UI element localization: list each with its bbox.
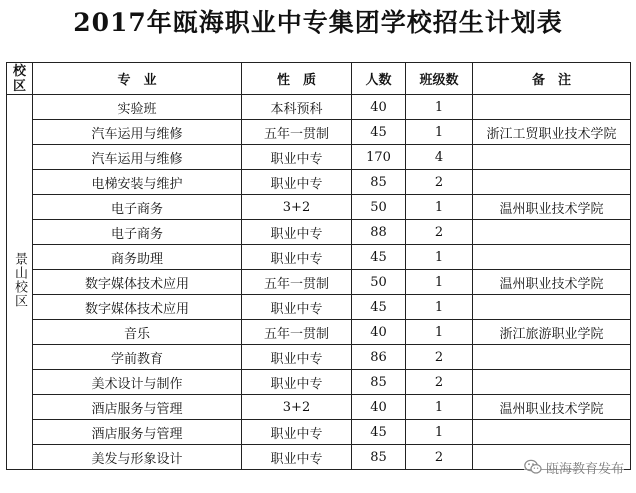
header-remark: 备 注 — [473, 63, 631, 95]
cell-major: 电梯安装与维护 — [33, 170, 242, 195]
cell-count: 86 — [352, 345, 406, 370]
cell-remark: 温州职业技术学院 — [473, 395, 631, 420]
cell-nature: 职业中专 — [242, 420, 352, 445]
cell-remark — [473, 420, 631, 445]
cell-remark — [473, 370, 631, 395]
table-header-row — [7, 63, 631, 95]
cell-major: 数字媒体技术应用 — [33, 295, 242, 320]
table-row — [7, 345, 631, 370]
cell-remark — [473, 345, 631, 370]
table-row — [7, 395, 631, 420]
cell-major: 美发与形象设计 — [33, 445, 242, 470]
cell-remark: 浙江工贸职业技术学院 — [473, 120, 631, 145]
table-row — [7, 145, 631, 170]
cell-classes: 1 — [406, 270, 473, 295]
table-row — [7, 220, 631, 245]
table-row — [7, 95, 631, 120]
cell-major: 学前教育 — [33, 345, 242, 370]
campus-name: 景山校区 — [12, 252, 27, 308]
cell-count: 50 — [352, 195, 406, 220]
cell-nature: 职业中专 — [242, 445, 352, 470]
cell-classes: 1 — [406, 195, 473, 220]
cell-classes: 1 — [406, 120, 473, 145]
cell-classes: 2 — [406, 170, 473, 195]
cell-nature: 五年一贯制 — [242, 270, 352, 295]
cell-count: 45 — [352, 420, 406, 445]
cell-nature: 五年一贯制 — [242, 120, 352, 145]
table-row — [7, 370, 631, 395]
cell-major: 实验班 — [33, 95, 242, 120]
cell-remark — [473, 170, 631, 195]
table-row — [7, 195, 631, 220]
source-watermark — [524, 456, 624, 478]
cell-classes: 1 — [406, 295, 473, 320]
cell-remark — [473, 245, 631, 270]
page-title: 2017年瓯海职业中专集团学校招生计划表 — [73, 8, 563, 37]
cell-nature: 本科预科 — [242, 95, 352, 120]
cell-classes: 2 — [406, 220, 473, 245]
table-row — [7, 270, 631, 295]
cell-count: 50 — [352, 270, 406, 295]
cell-nature: 职业中专 — [242, 170, 352, 195]
cell-nature: 职业中专 — [242, 245, 352, 270]
cell-classes: 1 — [406, 395, 473, 420]
table-row — [7, 170, 631, 195]
cell-major: 商务助理 — [33, 245, 242, 270]
campus-cell — [7, 95, 33, 470]
cell-nature: 3+2 — [242, 395, 352, 420]
cell-remark: 温州职业技术学院 — [473, 195, 631, 220]
cell-major: 数字媒体技术应用 — [33, 270, 242, 295]
header-classes: 班级数 — [406, 63, 473, 95]
header-count: 人数 — [352, 63, 406, 95]
cell-count: 45 — [352, 120, 406, 145]
cell-major: 电子商务 — [33, 220, 242, 245]
cell-nature: 职业中专 — [242, 345, 352, 370]
header-campus: 校区 — [7, 63, 33, 95]
cell-count: 40 — [352, 320, 406, 345]
cell-count: 40 — [352, 395, 406, 420]
cell-classes: 1 — [406, 420, 473, 445]
table-row — [7, 245, 631, 270]
cell-classes: 2 — [406, 445, 473, 470]
cell-classes: 1 — [406, 95, 473, 120]
enrollment-table — [6, 62, 631, 470]
cell-classes: 2 — [406, 345, 473, 370]
cell-remark: 温州职业技术学院 — [473, 270, 631, 295]
cell-major: 美术设计与制作 — [33, 370, 242, 395]
cell-classes: 1 — [406, 320, 473, 345]
cell-nature: 3+2 — [242, 195, 352, 220]
cell-major: 电子商务 — [33, 195, 242, 220]
cell-count: 40 — [352, 95, 406, 120]
cell-nature: 五年一贯制 — [242, 320, 352, 345]
cell-classes: 2 — [406, 370, 473, 395]
cell-remark — [473, 145, 631, 170]
cell-count: 88 — [352, 220, 406, 245]
table-row — [7, 295, 631, 320]
cell-count: 85 — [352, 170, 406, 195]
cell-count: 170 — [352, 145, 406, 170]
cell-nature: 职业中专 — [242, 145, 352, 170]
cell-count: 45 — [352, 295, 406, 320]
cell-remark — [473, 295, 631, 320]
cell-remark — [473, 95, 631, 120]
table-row — [7, 420, 631, 445]
header-nature: 性 质 — [242, 63, 352, 95]
cell-major: 酒店服务与管理 — [33, 420, 242, 445]
cell-remark — [473, 220, 631, 245]
cell-major: 汽车运用与维修 — [33, 145, 242, 170]
cell-classes: 1 — [406, 245, 473, 270]
cell-major: 音乐 — [33, 320, 242, 345]
watermark-text: 瓯海教育发布 — [545, 461, 624, 477]
cell-nature: 职业中专 — [242, 295, 352, 320]
cell-major: 酒店服务与管理 — [33, 395, 242, 420]
cell-count: 85 — [352, 445, 406, 470]
wechat-icon — [524, 459, 542, 475]
table-row — [7, 320, 631, 345]
cell-classes: 4 — [406, 145, 473, 170]
cell-nature: 职业中专 — [242, 220, 352, 245]
cell-major: 汽车运用与维修 — [33, 120, 242, 145]
header-major: 专 业 — [33, 63, 242, 95]
cell-nature: 职业中专 — [242, 370, 352, 395]
cell-count: 45 — [352, 245, 406, 270]
cell-count: 85 — [352, 370, 406, 395]
table-row — [7, 120, 631, 145]
cell-remark: 浙江旅游职业学院 — [473, 320, 631, 345]
